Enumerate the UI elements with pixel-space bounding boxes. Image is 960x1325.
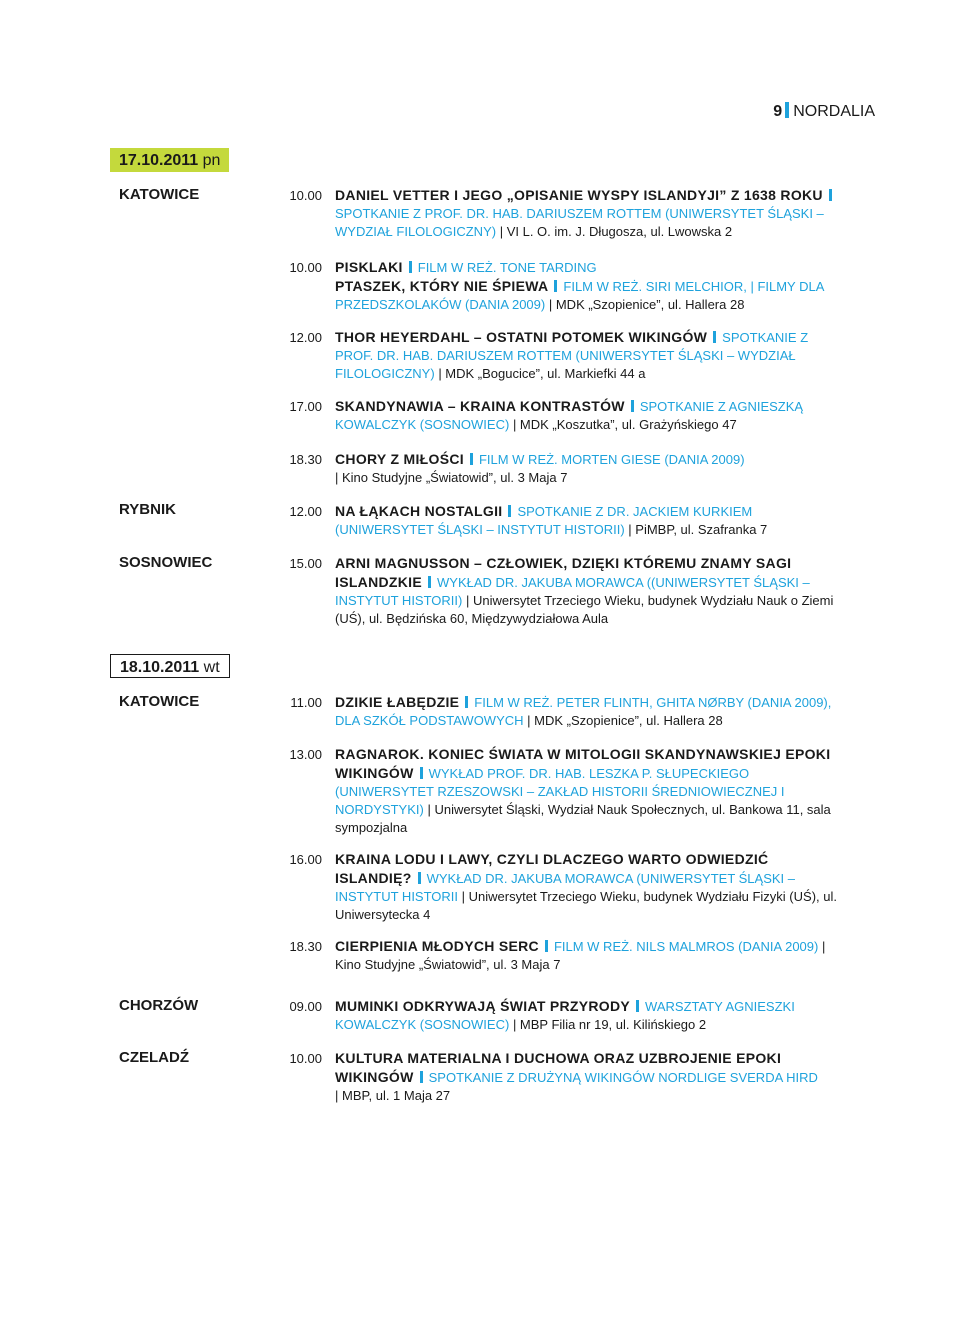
- separator: [465, 696, 468, 708]
- event-time: 18.30: [289, 452, 322, 467]
- event-title: RAGNAROK. KONIEC ŚWIATA W MITOLOGII SKANDYNAWSKIEJ EPOKI WIKINGÓW: [335, 746, 831, 781]
- event-time: 15.00: [289, 556, 322, 571]
- event-title: CIERPIENIA MŁODYCH SERC: [335, 938, 539, 954]
- event-type: WYKŁAD PROF. DR. HAB. LESZKA P. SŁUPECKIEGO (UNIWERSYTET RZESZOWSKI – ZAKŁAD HISTORII ŚREDNIOWIECZNEJ I NORDYSTYKI): [335, 766, 785, 817]
- event-time: 09.00: [289, 999, 322, 1014]
- event-entry: [335, 1049, 840, 1105]
- event-entry: [335, 397, 840, 434]
- separator: [420, 767, 423, 779]
- date-value: 18.10.2011: [120, 659, 200, 676]
- event-venue: | MDK „Szopienice”, ul. Hallera 28: [527, 713, 723, 728]
- page-header: [773, 101, 875, 123]
- weekday: pn: [202, 152, 221, 169]
- event-venue: | VI L. O. im. J. Długosza, ul. Lwowska 2: [499, 224, 733, 239]
- separator: [508, 505, 511, 517]
- city-katowice: KATOWICE: [119, 693, 200, 710]
- city-sosnowiec: SOSNOWIEC: [119, 554, 213, 571]
- event-type: WYKŁAD DR. JAKUBA MORAWCA (UNIWERSYTET ŚLĄSKI – INSTYTUT HISTORII: [335, 871, 795, 904]
- separator: [428, 576, 431, 588]
- separator: [554, 280, 557, 292]
- event-venue: | Kino Studyjne „Światowid”, ul. 3 Maja 7: [335, 939, 826, 972]
- event-type: SPOTKANIE Z AGNIESZKĄ KOWALCZYK (SOSNOWIEC): [335, 399, 804, 432]
- event-venue: | MDK „Bogucice”, ul. Markiefki 44 a: [438, 366, 646, 381]
- separator: [545, 940, 548, 952]
- event-title: NA ŁĄKACH NOSTALGII: [335, 503, 503, 519]
- event-time: 10.00: [289, 260, 322, 275]
- event-title: PISKLAKI: [335, 259, 403, 275]
- event-time: 10.00: [289, 1051, 322, 1066]
- separator: [636, 1000, 639, 1012]
- event-entry: [335, 328, 840, 383]
- event-type: SPOTKANIE Z DR. JACKIEM KURKIEM (UNIWERSYTET ŚLĄSKI – INSTYTUT HISTORII): [335, 504, 753, 537]
- event-title: ARNI MAGNUSSON – CZŁOWIEK, DZIĘKI KTÓREMU ZNAMY SAGI ISLANDZKIE: [335, 555, 792, 590]
- separator: [409, 261, 412, 273]
- event-entry: [335, 745, 840, 837]
- event-title: CHORY Z MIŁOŚCI: [335, 451, 464, 467]
- event-entry: [335, 186, 840, 241]
- event-time: 13.00: [289, 747, 322, 762]
- event-title: THOR HEYERDAHL – OSTATNI POTOMEK WIKINGÓW: [335, 329, 708, 345]
- separator: [470, 453, 473, 465]
- event-venue: | Uniwersytet Śląski, Wydział Nauk Społecznych, ul. Bankowa 11, sala sympozjalna: [335, 802, 831, 835]
- city-katowice: KATOWICE: [119, 186, 200, 203]
- city-czeladz: CZELADŹ: [119, 1049, 189, 1066]
- event-time: 10.00: [289, 188, 322, 203]
- event-title: MUMINKI ODKRYWAJĄ ŚWIAT PRZYRODY: [335, 998, 631, 1014]
- event-title: DANIEL VETTER I JEGO „OPISANIE WYSPY ISLANDYJI” Z 1638 ROKU: [335, 187, 823, 203]
- separator: [713, 331, 716, 343]
- event-type: FILM W REŻ. SIRI MELCHIOR, | FILMY DLA PRZEDSZKOLAKÓW (DANIA 2009): [335, 279, 824, 312]
- event-type: FILM W REŻ. PETER FLINTH, GHITA NØRBY (DANIA 2009), DLA SZKÓŁ PODSTAWOWYCH: [335, 695, 832, 728]
- event-venue: | Uniwersytet Trzeciego Wieku, budynek Wydziału Nauk o Ziemi (UŚ), ul. Będzińska 60, Międzywydziałowa Aula: [335, 593, 834, 626]
- event-time: 17.00: [289, 399, 322, 414]
- event-title: DZIKIE ŁABĘDZIE: [335, 694, 460, 710]
- event-entry: [335, 450, 840, 487]
- weekday: wt: [203, 659, 220, 676]
- separator: [829, 189, 832, 201]
- event-time: 16.00: [289, 852, 322, 867]
- event-venue: | Kino Studyjne „Światowid”, ul. 3 Maja 7: [335, 470, 568, 485]
- event-type: FILM W REŻ. MORTEN GIESE (DANIA 2009): [478, 452, 745, 467]
- header-divider: [785, 102, 789, 118]
- date-heading-day2: [110, 654, 230, 678]
- event-venue: | MDK „Szopienice”, ul. Hallera 28: [548, 297, 745, 312]
- event-title: KULTURA MATERIALNA I DUCHOWA ORAZ UZBROJENIE EPOKI WIKINGÓW: [335, 1050, 782, 1085]
- event-time: 18.30: [289, 939, 322, 954]
- event-type: WARSZTATY AGNIESZKI KOWALCZYK (SOSNOWIEC): [335, 999, 795, 1032]
- date-value: 17.10.2011: [119, 152, 199, 169]
- event-type: FILM W REŻ. NILS MALMROS (DANIA 2009): [553, 939, 819, 954]
- event-venue: | Uniwersytet Trzeciego Wieku, budynek Wydziału Fizyki (UŚ), ul. Uniwersytecka 4: [335, 889, 837, 922]
- event-type: SPOTKANIE Z PROF. DR. HAB. DARIUSZEM ROTTEM (UNIWERSYTET ŚLĄSKI – WYDZIAŁ FILOLOGICZNY): [335, 206, 824, 239]
- event-time: 12.00: [289, 504, 322, 519]
- event-type: WYKŁAD DR. JAKUBA MORAWCA ((UNIWERSYTET ŚLĄSKI – INSTYTUT HISTORII): [335, 575, 810, 608]
- separator: [420, 1071, 423, 1083]
- page-number: 9: [773, 103, 783, 120]
- event-entry: [335, 258, 840, 314]
- event-entry: [335, 502, 840, 539]
- event-type: FILM W REŻ. TONE TARDING: [417, 260, 597, 275]
- publication-name: NORDALIA: [793, 103, 875, 120]
- event-venue: | MBP Filia nr 19, ul. Kilińskiego 2: [512, 1017, 707, 1032]
- event-entry: [335, 997, 840, 1034]
- event-title: SKANDYNAWIA – KRAINA KONTRASTÓW: [335, 398, 625, 414]
- city-chorzow: CHORZÓW: [119, 997, 199, 1014]
- event-type: SPOTKANIE Z PROF. DR. HAB. DARIUSZEM ROTTEM (UNIWERSYTET ŚLĄSKI – WYDZIAŁ FILOLOGICZNY): [335, 330, 809, 381]
- separator: [631, 400, 634, 412]
- event-venue: | MBP, ul. 1 Maja 27: [335, 1088, 451, 1103]
- separator: [418, 872, 421, 884]
- event-type: SPOTKANIE Z DRUŻYNĄ WIKINGÓW NORDLIGE SVERDA HIRD: [428, 1070, 818, 1085]
- event-title: KRAINA LODU I LAWY, CZYLI DLACZEGO WARTO ODWIEDZIĆ ISLANDIĘ?: [335, 851, 769, 886]
- city-rybnik: RYBNIK: [119, 501, 176, 518]
- event-entry: [335, 850, 840, 924]
- event-entry: [335, 937, 840, 974]
- event-venue: | MDK „Koszutka”, ul. Grażyńskiego 47: [512, 417, 737, 432]
- event-title: PTASZEK, KTÓRY NIE ŚPIEWA: [335, 278, 549, 294]
- event-entry: [335, 554, 840, 628]
- event-venue: | PiMBP, ul. Szafranka 7: [628, 522, 768, 537]
- event-time: 12.00: [289, 330, 322, 345]
- date-heading-day1: [110, 148, 229, 172]
- event-entry: [335, 693, 840, 730]
- event-time: 11.00: [290, 695, 322, 710]
